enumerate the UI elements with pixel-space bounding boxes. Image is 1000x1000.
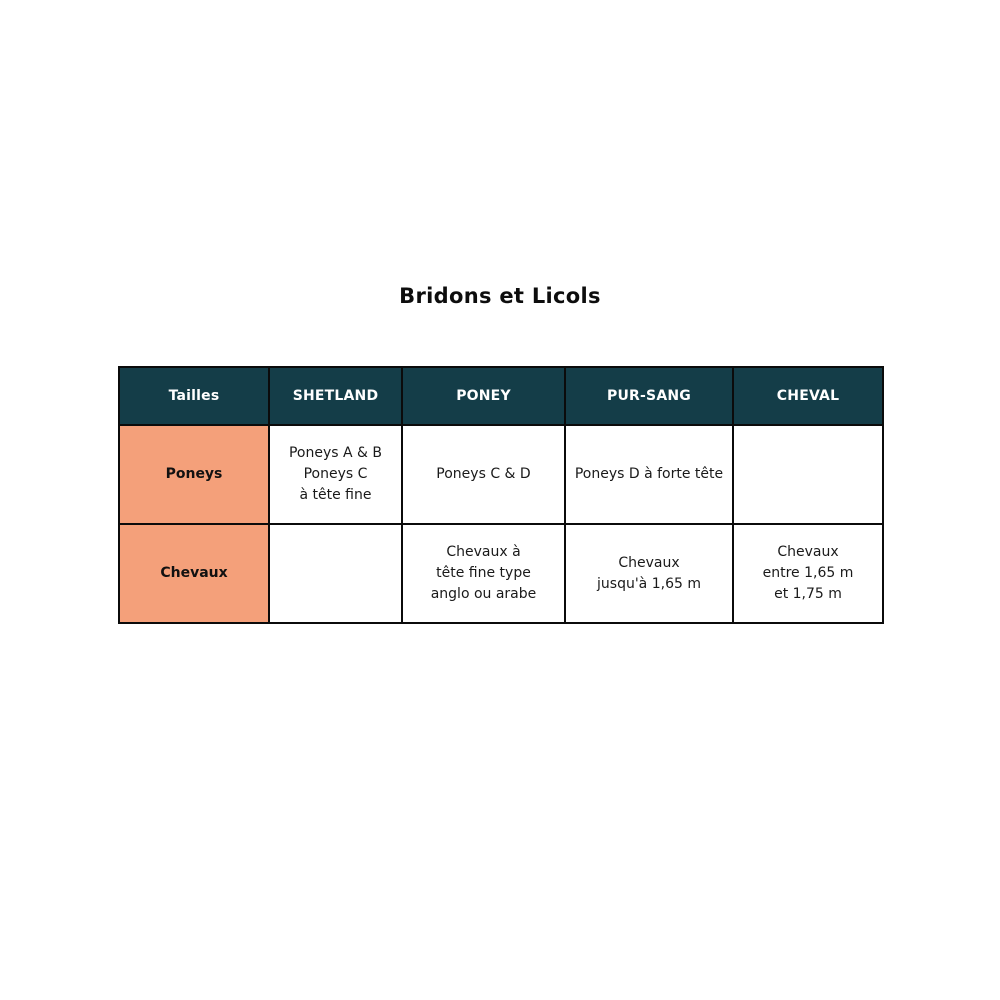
row-label-poneys: Poneys — [119, 425, 269, 524]
header-cheval: CHEVAL — [733, 367, 883, 425]
cell-text: Poneys C & D — [436, 466, 531, 482]
cell-poneys-shetland — [269, 425, 402, 524]
cell-poneys-cheval — [733, 425, 883, 524]
cell-chevaux-shetland — [269, 524, 402, 623]
table-row-chevaux — [119, 524, 883, 623]
cell-text: Chevaux à tête fine type anglo ou arabe — [430, 544, 537, 602]
header-tailles: Tailles — [119, 367, 269, 425]
page-title: Bridons et Licols — [399, 284, 601, 308]
header-pur-sang: PUR-SANG — [565, 367, 733, 425]
size-table — [118, 366, 884, 624]
row-label-chevaux: Chevaux — [119, 524, 269, 623]
cell-poneys-poney — [402, 425, 565, 524]
cell-text: Poneys A & B Poneys C à tête fine — [288, 445, 383, 503]
cell-text: Chevaux jusqu'à 1,65 m — [597, 554, 701, 592]
header-shetland: SHETLAND — [269, 367, 402, 425]
table-row-poneys — [119, 425, 883, 524]
header-poney: PONEY — [402, 367, 565, 425]
cell-chevaux-cheval — [733, 524, 883, 623]
cell-poneys-pur-sang — [565, 425, 733, 524]
cell-text: Poneys D à forte tête — [574, 466, 724, 482]
cell-chevaux-poney — [402, 524, 565, 623]
cell-text: Chevaux entre 1,65 m et 1,75 m — [762, 544, 854, 602]
cell-chevaux-pur-sang — [565, 524, 733, 623]
header-row — [119, 367, 883, 425]
